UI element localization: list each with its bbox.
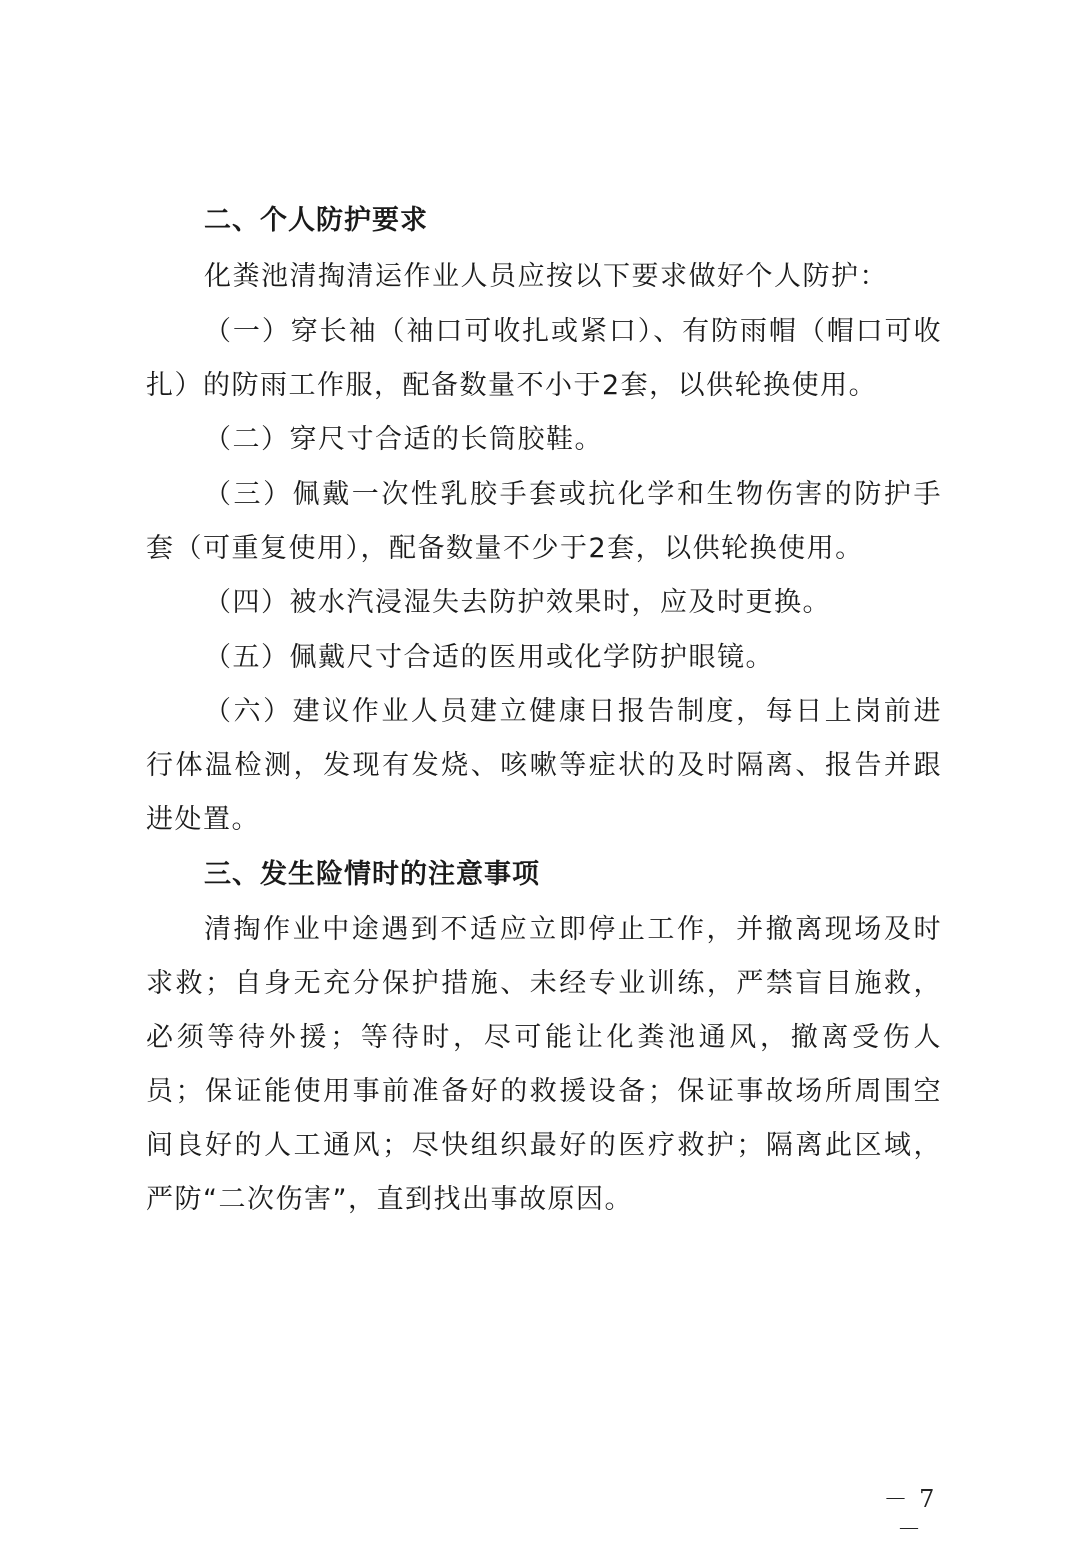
page-number: － 7 － — [883, 1485, 937, 1543]
section-3-body: 清掏作业中途遇到不适应立即停止工作，并撤离现场及时求救；自身无充分保护措施、未经专业训练，严禁盲目施救，必须等待外援；等待时，尽可能让化粪池通风，撤离受伤人员；保证能使用事前准备好的救援设备；保证事故场所周围空间良好的人工通风；尽快组织最好的医疗救护；隔离此区域，严防“二次伤害”，直到找出事故原因。 — [146, 914, 942, 1215]
section-3-heading: 三、发生险情时的注意事项 — [204, 859, 540, 890]
section-2-item-5: （五）佩戴尺寸合适的医用或化学防护眼镜。 — [204, 642, 774, 673]
section-2-heading: 二、个人防护要求 — [204, 205, 428, 236]
section-2-item-1: （一）穿长袖（袖口可收扎或紧口）、有防雨帽（帽口可收扎）的防雨工作服，配备数量不小于2套，以供轮换使用。 — [146, 316, 942, 401]
section-2-intro: 化粪池清掏清运作业人员应按以下要求做好个人防护： — [204, 261, 888, 292]
section-2-item-4: （四）被水汽浸湿失去防护效果时，应及时更换。 — [204, 587, 831, 618]
section-2-item-6: （六）建议作业人员建立健康日报告制度，每日上岗前进行体温检测，发现有发烧、咳嗽等症状的及时隔离、报告并跟进处置。 — [146, 696, 942, 835]
section-2-item-3: （三）佩戴一次性乳胶手套或抗化学和生物伤害的防护手套（可重复使用），配备数量不少于2套，以供轮换使用。 — [146, 479, 942, 564]
section-2-item-2: （二）穿尺寸合适的长筒胶鞋。 — [204, 424, 603, 455]
